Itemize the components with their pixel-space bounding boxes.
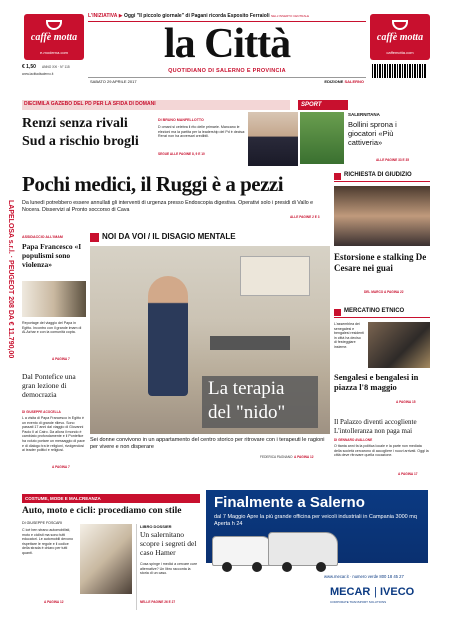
renzi-byline: DI BRUNO MANFELLOTTO [158, 118, 204, 122]
ad-brand-divider: | [374, 586, 377, 598]
motta-cup-icon [392, 20, 408, 30]
renzi-text: D omani si celebra il rito delle primarie. Mancano le elezioni ma la partita per la leadership del Pd è decisa: Renzi non ha avversari credibili. [158, 125, 246, 139]
wheel [222, 562, 232, 572]
papa-headline: Papa Francesco «I populismi sono violenza» [22, 242, 82, 269]
sport-headline: Bollini sprona i giocatori «Più cattiveria» [348, 120, 397, 147]
costume-pagelink[interactable]: A PAGINA 12 [44, 600, 64, 604]
truck-cab-2 [268, 532, 338, 566]
price: € 1,50 [22, 64, 36, 70]
motta-cup-icon [46, 20, 62, 30]
ad-headline: Finalmente a Salerno [214, 494, 365, 511]
noi-pagelink[interactable]: A PAGINA 12 [294, 455, 314, 459]
person [148, 276, 188, 396]
renzi-photo [248, 112, 298, 166]
masthead [0, 0, 450, 88]
renzi-headline-1: Renzi senza rivali [22, 116, 128, 131]
motta-logo-right-url: caffemotta.com [386, 50, 414, 55]
noi-caption: Sei donne convivono in un appartamento del centro storico per ritrovare con i terapeuti le ragioni per vivere e non disperare [90, 437, 325, 450]
red-square-icon [334, 173, 341, 180]
iniziativa-label: L'INIZIATIVA [88, 13, 118, 19]
papa-story[interactable] [22, 235, 86, 365]
vertical-ad[interactable] [2, 200, 14, 430]
ad-subline: dal 7 Maggio Apre la più grande officina per veicoli industriali in Campania 3000 mq Aperta h 24 [214, 514, 417, 527]
date-bar [88, 77, 366, 85]
giudizio-photo [334, 186, 430, 246]
motta-logo-right[interactable] [370, 14, 430, 60]
ad-brand-sub: CORPORATE TRANSPORT SOLUTIONS [330, 600, 387, 604]
arrow-icon: ▶ [118, 13, 123, 19]
ad-brand-2: IVECO [380, 586, 415, 598]
mecar-ad[interactable] [206, 490, 428, 612]
truck-image [212, 532, 342, 572]
costume-text: C ioè ben strano automobilisti, moto e ciclisti ma sono tutti educatori. Le automobili devono rispettare le regole e il codice della strada è chiaro per tutti quanti. [22, 528, 73, 555]
papa-pagelink[interactable]: A PAGINA 7 [52, 357, 70, 361]
renzi-pagelink[interactable]: SEGUE ALLE PAGINE 8, 9 E 10 [158, 152, 205, 156]
mercatino-story[interactable] [334, 308, 430, 408]
red-square-icon [334, 309, 341, 316]
edition-name: SALERNO [344, 79, 364, 84]
edition-label [324, 78, 364, 86]
noi-label: NOI DA VOI / IL DISAGIO MENTALE [102, 232, 236, 241]
motta-logo-right-brand: caffè motta [376, 32, 424, 43]
mercatino-label: MERCATINO ETNICO [344, 308, 405, 314]
noi-byline: FEDERICA PAGNANO [260, 455, 293, 459]
main-text: Da lunedì potrebbero essere annullati gli interventi di urgenza presso Endoscopia digestiva. Operativi solo i presidi di Vallo e Nocera. Disservizi al Pronto soccorso di Cava [22, 200, 314, 213]
newspaper-title: la Città [163, 21, 291, 67]
palazzo-pagelink[interactable]: A PAGINA 17 [398, 472, 418, 476]
costume-story[interactable] [22, 494, 200, 612]
libro-story[interactable] [136, 524, 200, 610]
noi-headline-box [202, 376, 318, 428]
renzi-story[interactable] [22, 112, 290, 170]
editorial-headline: Dal Pontefice una gran lezione di democrazia [22, 372, 76, 399]
costume-label: COSTUME, MODE E MALCREANZA [22, 494, 200, 503]
top-banner [22, 100, 290, 110]
giudizio-label: RICHIESTA DI GIUDIZIO [344, 172, 412, 178]
ad-brand-1: MECAR [330, 586, 371, 598]
papa-text: Reportage del viaggio del Papa in Egitto. Incontro con il grande imam di Al-Azhar e con la comunità copta. [22, 321, 82, 335]
giudizio-pagelink[interactable]: DEL MARCO A PAGINA 22 [364, 290, 404, 294]
truck-cab [212, 536, 272, 566]
sport-section: SALERNITANA [348, 112, 380, 117]
papa-label: ASSIDACCIO ALL'IMAM [22, 235, 63, 239]
main-story[interactable] [22, 172, 332, 222]
red-square-icon [90, 233, 99, 242]
giudizio-story[interactable] [334, 172, 430, 300]
sport-label: SPORT [298, 100, 348, 110]
wheel [282, 562, 292, 572]
palazzo-headline: Il Palazzo diventi accogliente L'intolleranza non paga mai [334, 418, 417, 435]
motta-logo-left-brand: caffè motta [30, 32, 78, 43]
libro-headline: Un salernitano scopre i segreti del caso Hamer [140, 530, 197, 557]
iniziativa-text: Oggi "Il piccolo giornale" di Pagani ricorda Esposito Ferraioli [123, 13, 270, 19]
sport-photo [300, 112, 344, 164]
issue-date: SABATO 29 APRILE 2017 [90, 79, 137, 84]
editorial-pagelink[interactable]: A PAGINA 7 [52, 465, 70, 469]
mercatino-label-bar [334, 308, 430, 318]
costume-photo [80, 524, 132, 594]
cabinet [240, 256, 310, 296]
edition-word: EDIZIONE [324, 79, 344, 84]
sport-box[interactable] [298, 100, 428, 166]
main-pagelink[interactable]: ALLE PAGINE 2 E 3 [290, 215, 320, 219]
renzi-headline-2: Sud a rischio brogli [22, 134, 139, 149]
iniziativa-strip[interactable] [88, 12, 366, 20]
sport-pagelink[interactable]: ALLE PAGINE 33 E 35 [376, 158, 410, 162]
website[interactable]: www.lacittadisalerno.it [22, 72, 54, 76]
giudizio-headline: Estorsione e stalking De Cesare nei guai [334, 252, 427, 273]
ad-brand-box [326, 584, 424, 606]
newspaper-subtitle: QUOTIDIANO DI SALERNO E PROVINCIA [168, 68, 286, 74]
stove [210, 336, 290, 350]
mercatino-pagelink[interactable]: A PAGINA 15 [396, 400, 416, 404]
libro-text: Cosa spinge i medici a cercare cure alternative? Un libro racconta la storia di un caso. [140, 562, 198, 576]
price-note: ANNO XXI · N° 115 [42, 65, 70, 69]
mercatino-photo [368, 322, 430, 368]
motta-logo-left[interactable] [24, 14, 84, 60]
costume-byline: DI GIUSEPPE FOSCARI [22, 521, 62, 525]
barcode [372, 64, 426, 78]
main-headline: Pochi medici, il Ruggi è a pezzi [22, 172, 284, 196]
papa-photo [22, 281, 86, 317]
editorial-text: L a visita di Papa Francesco in Egitto è un evento di grande rilievo. Sono passati 17 anni dal viaggio di Giovanni Paolo II al Cairo. Da allora il mondo è cambiato profondamente e il Pontefice ha voluto portare un messaggio di pace e di dialogo tra le religioni, rivolgendosi ai leader politici e religiosi. [22, 416, 85, 453]
libro-label: LIBRO DOSSIER [140, 524, 172, 529]
top-banner-text: DIECIMILA GAZEBO DEL PD PER LA SFIDA DI DOMANI [24, 101, 156, 107]
palazzo-story[interactable] [334, 418, 430, 484]
libro-pagelink[interactable]: NELLE PAGINE 26 E 27 [140, 600, 176, 604]
editorial-byline: DI GIUSEPPE ACOCELLA [22, 410, 61, 414]
giudizio-label-bar [334, 172, 430, 182]
palazzo-byline: DI GENNARO AVALLONE [334, 438, 373, 442]
ad-footer[interactable]: www.mecar.it · numero verde 800 18 45 27 [324, 574, 404, 579]
wheel [252, 562, 262, 572]
costume-headline: Auto, moto e cicli: procediamo con stile [22, 506, 182, 516]
wheel [316, 562, 326, 572]
noi-headline-2: del "nido" [208, 402, 286, 423]
mercatino-headline: Sengalesi e bengalesi in piazza l'8 maggio [334, 372, 419, 392]
noi-label-bar [90, 232, 330, 244]
editorial-story[interactable] [22, 372, 86, 472]
mercatino-text: L'assemblea dei senegalesi e bengalesi residenti in città ha deciso di festeggiare insieme. [334, 322, 364, 349]
noi-da-voi[interactable] [90, 232, 330, 464]
palazzo-text: O ttanta anni fa la politica locale e la parte non mediata della società cercarono di accogliere i nuovi arrivati. Oggi la città deve ritrovare quella vocazione. [334, 444, 429, 458]
noi-headline-1: La terapia [208, 378, 285, 399]
iniziativa-page: NELL'INSERTO CENTRALE [270, 14, 310, 18]
vertical-ad-text: LAPELOSA s.r.l. · PEUGEOT 208 DA € 11.790,00 [7, 200, 14, 359]
motta-logo-left-url: e-moderna.com [39, 50, 68, 55]
